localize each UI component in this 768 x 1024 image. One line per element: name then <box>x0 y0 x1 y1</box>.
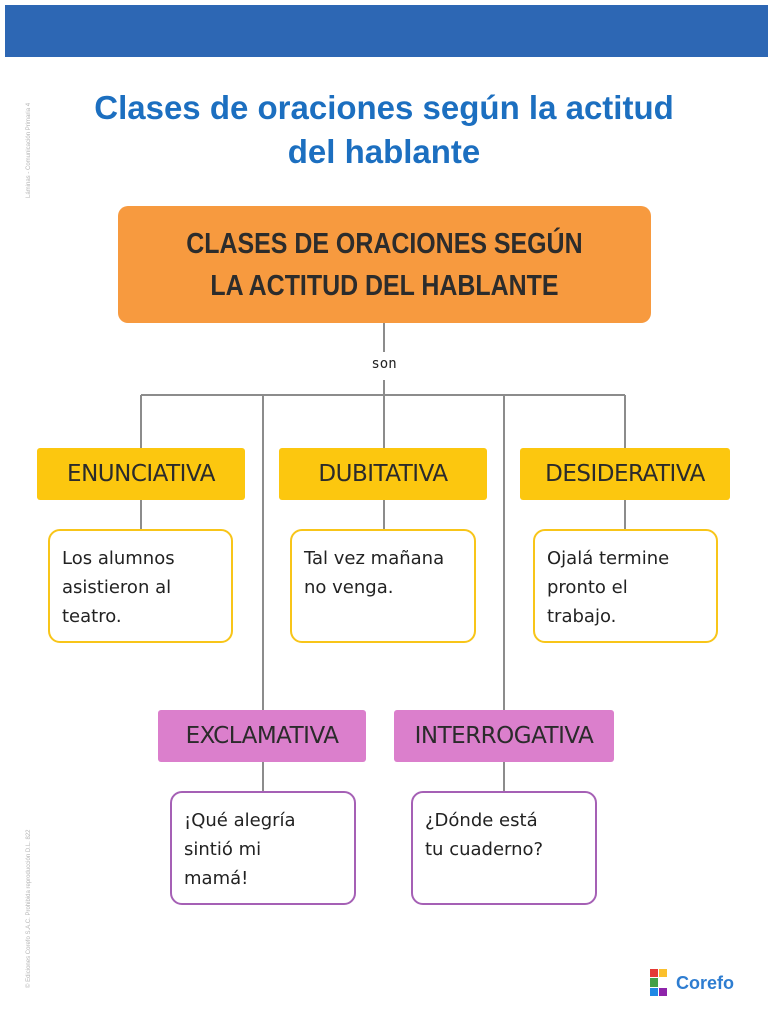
example-line: Ojalá termine <box>547 548 670 569</box>
example-line: mamá! <box>184 868 249 889</box>
example-line: sintió mi <box>184 839 262 860</box>
page-title-line-1: Clases de oraciones según la actitud <box>94 89 674 126</box>
example-line: no venga. <box>304 577 394 598</box>
example-line: teatro. <box>62 606 122 627</box>
example-line: asistieron al <box>62 577 172 598</box>
side-note-bottom: © Ediciones Corefo S.A.C. Prohibida reproducción D.L. 822 <box>26 829 32 988</box>
category-desiderativa: DESIDERATIVA <box>520 448 730 500</box>
main-concept-line-2: LA ACTITUD DEL HABLANTE <box>210 269 559 302</box>
example-line: Tal vez mañana <box>304 548 445 569</box>
main-concept-line-1: CLASES DE ORACIONES SEGÚN <box>186 227 583 260</box>
example-interrogativa <box>411 791 597 905</box>
main-concept-box <box>118 206 651 323</box>
example-desiderativa <box>533 529 718 643</box>
example-line: ¿Dónde está <box>425 810 538 831</box>
example-line: pronto el <box>547 577 628 598</box>
example-dubitativa <box>290 529 476 643</box>
example-enunciativa <box>48 529 233 643</box>
side-note-top: Láminas - Comunicación Primaria 4 <box>26 102 32 198</box>
category-interrogativa: INTERROGATIVA <box>394 710 614 762</box>
corefo-logo <box>650 968 750 998</box>
example-exclamativa <box>170 791 356 905</box>
example-line: tu cuaderno? <box>425 839 544 860</box>
example-line: trabajo. <box>547 606 617 627</box>
category-enunciativa: ENUNCIATIVA <box>37 448 245 500</box>
corefo-logo-icon <box>650 969 672 997</box>
example-line: Los alumnos <box>62 548 175 569</box>
category-dubitativa: DUBITATIVA <box>279 448 487 500</box>
category-exclamativa: EXCLAMATIVA <box>158 710 366 762</box>
connector-label: son <box>371 356 397 372</box>
page-title-line-2: del hablante <box>287 133 481 170</box>
example-line: ¡Qué alegría <box>184 810 296 831</box>
logo-text: Corefo <box>676 972 734 993</box>
